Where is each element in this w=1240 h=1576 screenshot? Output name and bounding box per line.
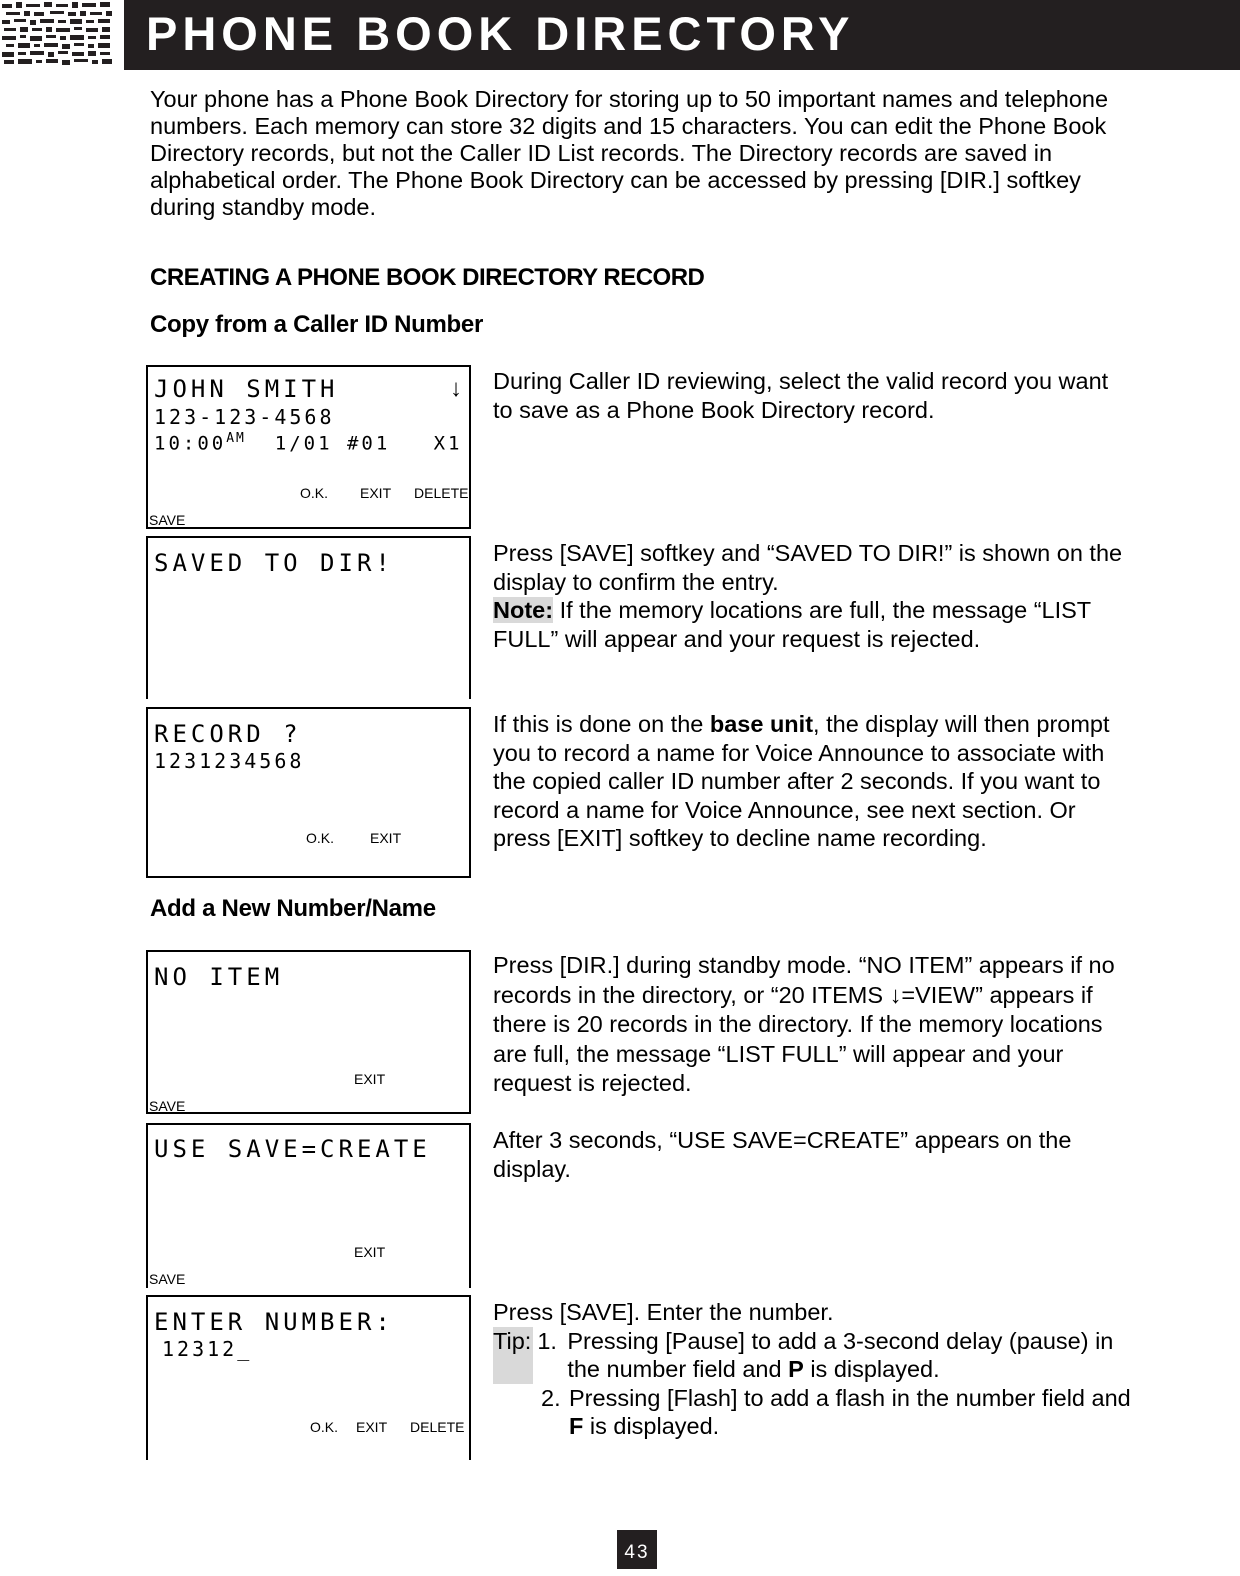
lcd-message-line: SAVED TO DIR! [154,549,394,577]
lcd-time-line: $10:00^{AM}$ 1/01 #01 X1 [154,431,463,455]
lcd-display-use-save [146,1123,471,1288]
description-3: If this is done on the base unit, the display will then prompt you to record a name for Voice Announce to associate with the copied caller ID number after 2 seconds. If you want to record a name for Voice Announce, see next section. Or press [EXIT] softkey to decline name recording. [493,711,1110,851]
arrow-down-icon: ↓ [450,375,462,402]
lcd-display-saved-to-dir [146,536,471,699]
softkey-save: SAVE [149,512,186,528]
lcd-message-line: RECORD ? [154,720,302,748]
intro-paragraph: Your phone has a Phone Book Directory for storing up to 50 important names and telephone numbers. Each memory can store 32 digits and 15 characters. You can edit the Phone Book Directory records, but not the Caller ID List records. The Directory records are saved in alphabetical order. The Phone Book Directory can be accessed by pressing [DIR.] softkey during standby mode. [150,86,1109,220]
softkey-ok: O.K. [310,1419,339,1435]
description-6: Press [SAVE]. Enter the number. Tip: 1. Pressing [Pause] to add a 3-second delay (pause) in the number field and P is displayed. 2. Pressing [Flash] to add a flash in the number field and F is displayed. [493,1299,1131,1439]
softkey-save: SAVE [149,1098,186,1114]
description-5: After 3 seconds, “USE SAVE=CREATE” appears on the display. [493,1127,1072,1182]
page-number: 43 [617,1530,657,1569]
subheading-copy-caller-id: Copy from a Caller ID Number [150,311,484,338]
lcd-number-line: 123-123-4568 [154,405,335,429]
description-2: Press [SAVE] softkey and “SAVED TO DIR!” is shown on the display to confirm the entry. Note: If the memory locations are full, the message “LIST FULL” will appear and your request is rejected. [493,540,1123,652]
softkey-exit: EXIT [370,830,402,846]
lcd-display-john-smith [146,365,471,529]
description-4: Press [DIR.] during standby mode. “NO ITEM” appears if no records in the directory, or “20 ITEMS ↓=VIEW” appears if there is 20 records in the directory. If the memory locations are full, the message “LIST FULL” will appear and your request is rejected. [493,952,1115,1096]
description-1: During Caller ID reviewing, select the valid record you want to save as a Phone Book Directory record. [493,368,1109,423]
logo [0,0,114,70]
page-title: PHONE BOOK DIRECTORY [146,7,855,60]
softkey-exit: EXIT [354,1244,386,1260]
softkey-delete: DELETE [410,1419,465,1435]
lcd-display-record [146,707,471,878]
lcd-name-line: JOHN SMITH [154,375,339,403]
softkey-ok: O.K. [300,485,329,501]
lcd-number-line: 12312_ [162,1337,253,1361]
section-heading: CREATING A PHONE BOOK DIRECTORY RECORD [150,264,705,291]
lcd-display-enter-number [146,1295,471,1460]
softkey-save: SAVE [149,1271,186,1287]
softkey-delete: DELETE [414,485,469,501]
lcd-message-line: NO ITEM [154,963,284,991]
lcd-message-line: ENTER NUMBER: [154,1308,394,1336]
lcd-message-line: USE SAVE=CREATE [154,1135,431,1163]
lcd-number-line: 1231234568 [154,749,305,773]
softkey-ok: O.K. [306,830,335,846]
note-label: Note: [493,597,554,623]
tip-label: Tip: [493,1327,533,1384]
softkey-exit: EXIT [356,1419,388,1435]
lcd-display-no-item [146,950,471,1114]
softkey-exit: EXIT [360,485,392,501]
softkey-exit: EXIT [354,1071,386,1087]
subheading-add-new: Add a New Number/Name [150,895,436,922]
